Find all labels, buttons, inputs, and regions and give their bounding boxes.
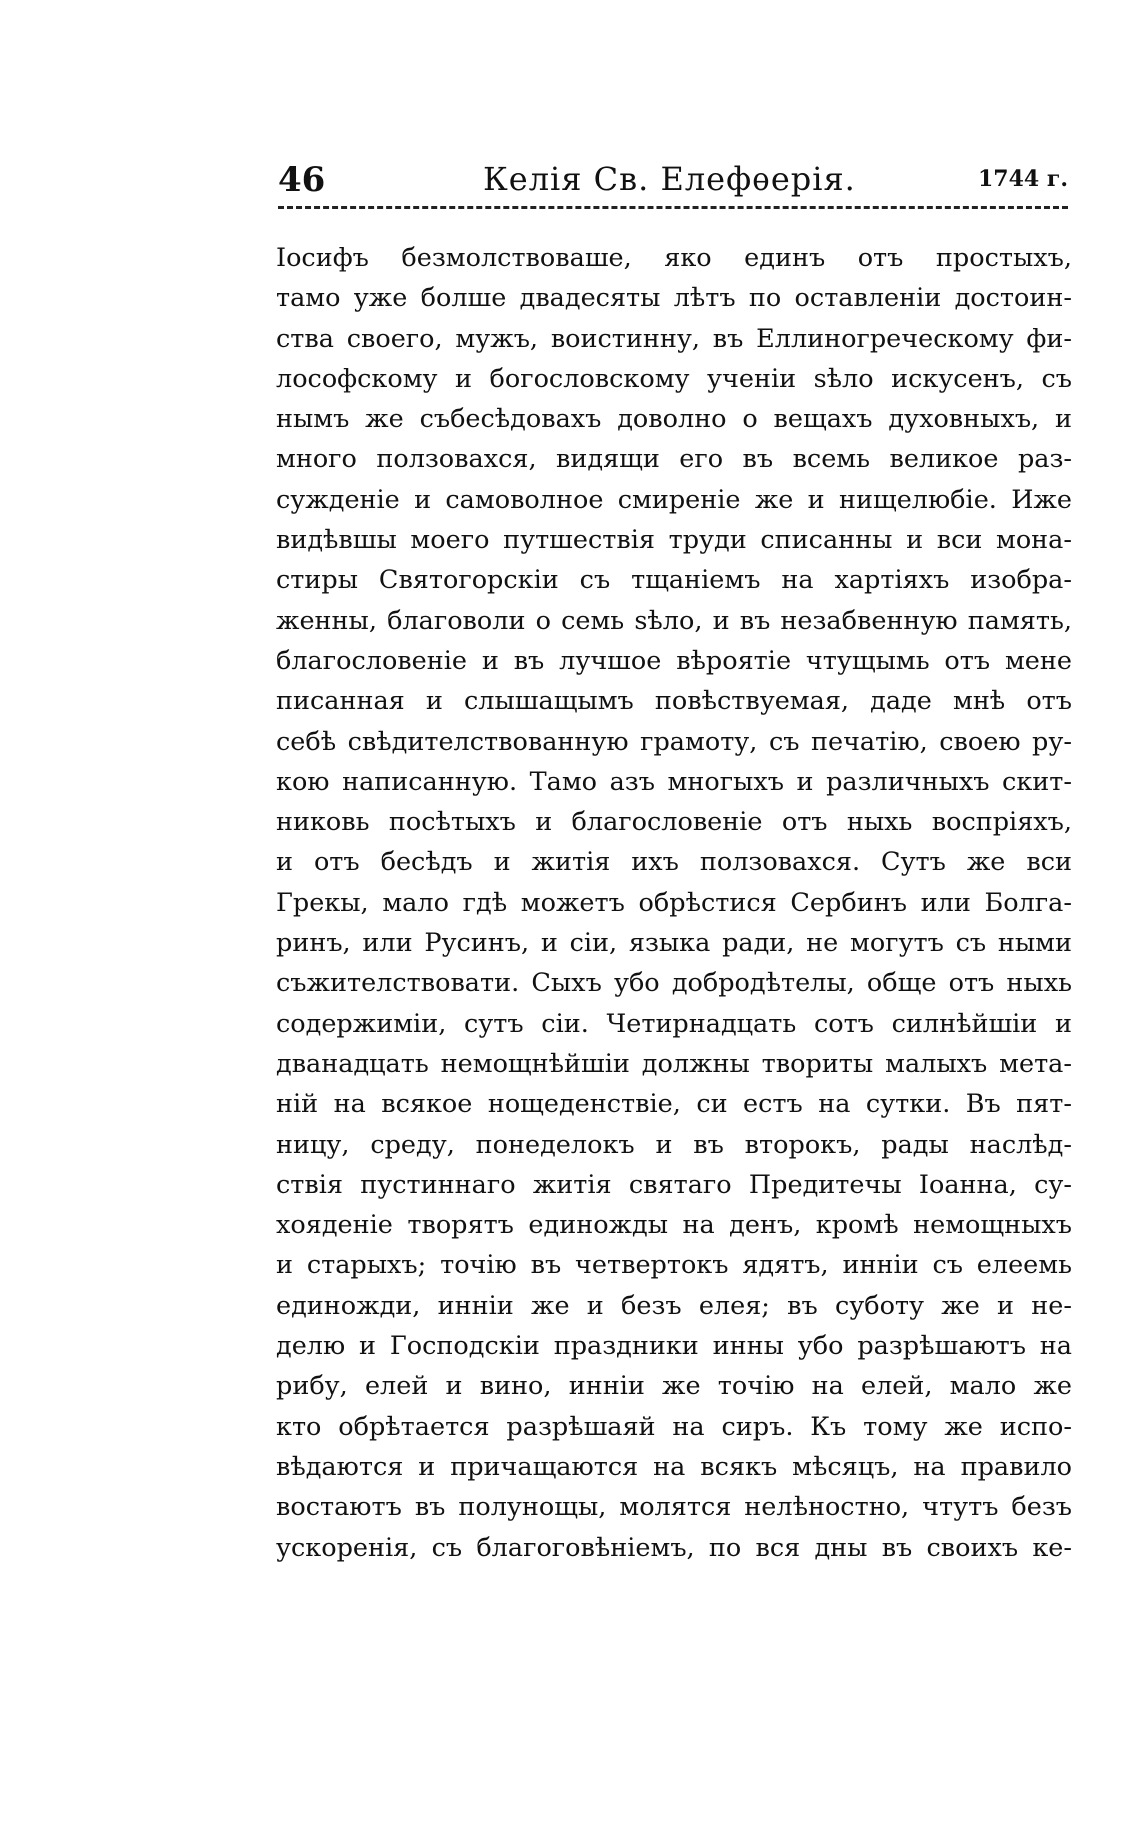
text-line: съжителствовати. Сыхъ убо добродѣтелы, обще отъ ныхь xyxy=(276,968,1072,999)
text-line: ускоренія, съ благоговѣніемъ, по вся дны въ своихъ ке- xyxy=(276,1532,1072,1563)
text-line: ринъ, или Русинъ, и сіи, языка ради, не могутъ съ ными xyxy=(276,928,1072,959)
text-line: женны, благоволи о семь ѕѣло, и въ незабвенную память, xyxy=(276,605,1072,636)
text-line: никовь посѣтыхъ и благословеніе отъ ныхь воспріяхъ, xyxy=(276,807,1072,838)
text-line: дванадцать немощнѣйшіи должны твориты малыхъ мета- xyxy=(276,1048,1072,1079)
text-line: вѣдаются и причащаются на всякъ мѣсяцъ, на правило xyxy=(276,1451,1072,1482)
text-line: много ползовахся, видящи его въ всемь великое раз- xyxy=(276,444,1072,475)
text-line: Грекы, мало гдѣ можетъ обрѣстися Сербинъ или Болга- xyxy=(276,887,1072,918)
header-year: 1744 г. xyxy=(977,166,1068,192)
text-line: сужденіе и самоволное смиреніе же и нищелюбіе. Иже xyxy=(276,484,1072,515)
text-line: содержиміи, сутъ сіи. Четирнадцать сотъ силнѣйшіи и xyxy=(276,1008,1072,1039)
text-line: нымъ же събесѣдовахъ доволно о вещахъ духовныхъ, и xyxy=(276,404,1072,435)
text-line: ствія пустиннаго житія святаго Предитечы Іоанна, су- xyxy=(276,1169,1072,1200)
text-line: тамо уже болше двадесяты лѣтъ по оставленіи достоин- xyxy=(276,283,1072,314)
text-line: писанная и слышащымъ повѣствуемая, даде мнѣ отъ xyxy=(276,686,1072,717)
text-line: рибу, елей и вино, инніи же точію на елей, мало же xyxy=(276,1371,1072,1402)
running-title: Келія Св. Елефѳерія. xyxy=(483,160,856,198)
text-line: Іосифъ безмолствоваше, яко единъ отъ простыхъ, xyxy=(276,243,1072,273)
text-line: единожди, инніи же и безъ елея; въ суботу же и не- xyxy=(276,1290,1072,1321)
text-line: ства своего, мужъ, воистинну, въ Еллиногреческому фи- xyxy=(276,323,1072,354)
page-number: 46 xyxy=(278,160,326,200)
header-rule xyxy=(278,206,1068,209)
text-line: благословеніе и въ лучшое вѣроятіе чтущымь отъ мене xyxy=(276,645,1072,676)
text-line: стиры Святогорскіи съ тщаніемъ на хартіяхъ изобра- xyxy=(276,565,1072,596)
text-line: востаютъ въ полунощы, молятся нелѣностно, чтутъ безъ xyxy=(276,1492,1072,1523)
page-header xyxy=(278,160,1068,208)
text-line: лософскому и богословскому ученіи ѕѣло искусенъ, съ xyxy=(276,363,1072,394)
text-line: и старыхъ; точію въ четвертокъ ядятъ, инніи съ елеемь xyxy=(276,1250,1072,1281)
text-line: себѣ свѣдителствованную грамоту, съ печатію, своею ру- xyxy=(276,726,1072,757)
text-line: ницу, среду, понеделокъ и въ второкъ, рады наслѣд- xyxy=(276,1129,1072,1160)
text-line: делю и Господскіи праздники инны убо разрѣшаютъ на xyxy=(276,1331,1072,1362)
text-line: кто обрѣтается разрѣшаяй на сиръ. Къ тому же испо- xyxy=(276,1411,1072,1442)
text-line: видѣвшы моего путшествія труди списанны и вси мона- xyxy=(276,525,1072,556)
text-line: хояденіе творятъ единожды на денъ, кромѣ немощныхъ xyxy=(276,1210,1072,1241)
text-line: кою написанную. Тамо азъ многыхъ и различныхъ скит- xyxy=(276,766,1072,797)
body-text xyxy=(276,238,1072,1568)
text-line: ній на всякое нощеденствіе, си естъ на сутки. Въ пят- xyxy=(276,1089,1072,1120)
text-line: и отъ бесѣдъ и житія ихъ ползовахся. Сутъ же вси xyxy=(276,847,1072,878)
